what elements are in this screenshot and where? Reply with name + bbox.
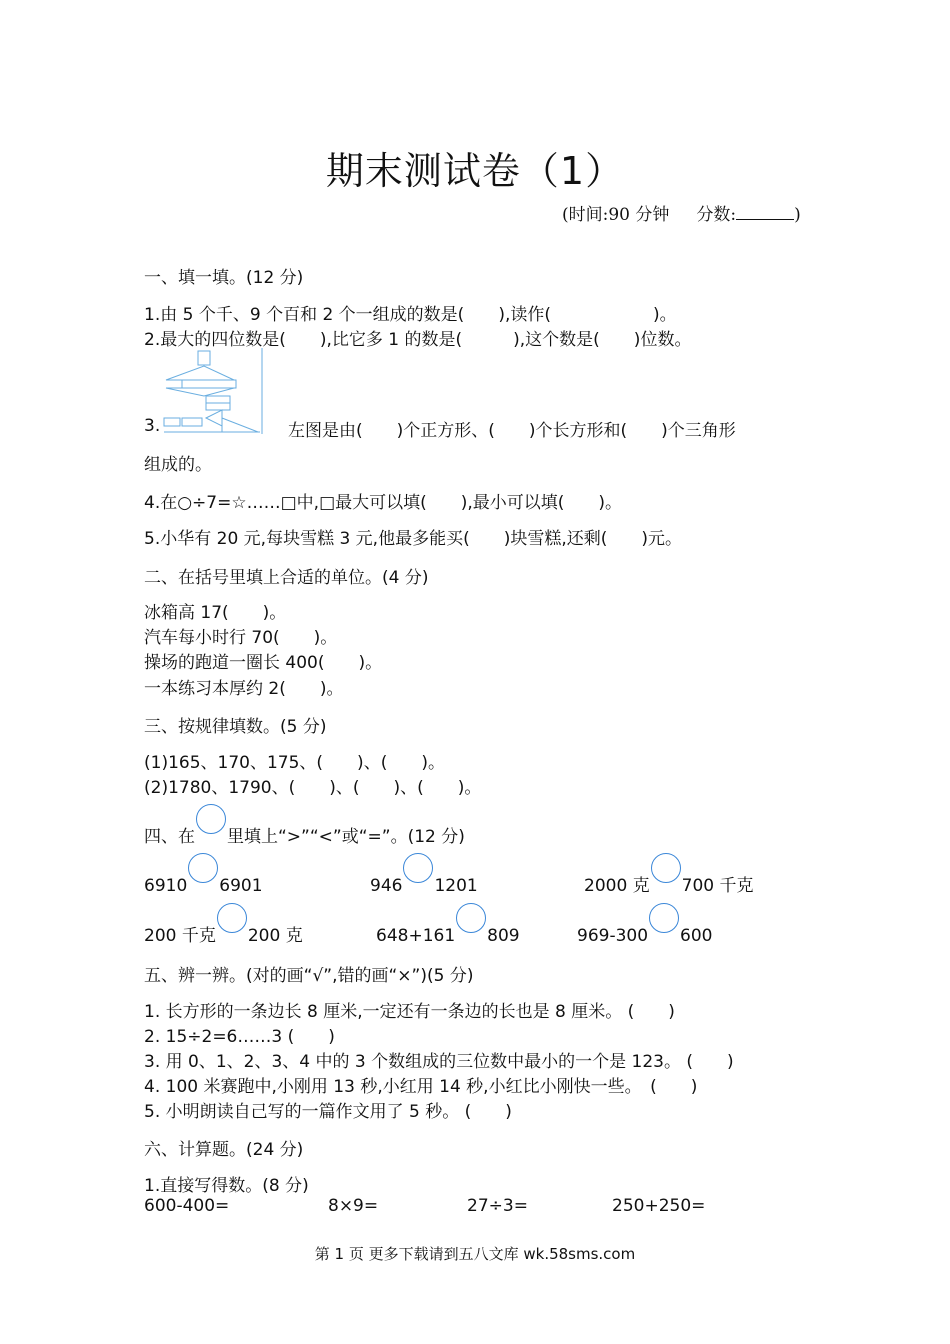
calc-item-2: 8×9= xyxy=(328,1196,379,1216)
compare-left: 2000 克 xyxy=(584,876,650,896)
q2-item-4: 一本练习本厚约 2( )。 xyxy=(144,679,344,699)
compare-right: 700 千克 xyxy=(681,876,754,896)
time-label: (时间:90 分钟 xyxy=(562,205,670,225)
section-4-heading xyxy=(144,812,465,847)
section-2-heading: 二、在括号里填上合适的单位。(4 分) xyxy=(144,568,429,588)
q3-item-1: (1)165、170、175、( )、( )。 xyxy=(144,753,445,773)
calc-item-3: 27÷3= xyxy=(467,1196,528,1216)
q1-1: 1.由 5 个千、9 个百和 2 个一组成的数是( ),读作( )。 xyxy=(144,305,677,325)
compare-6 xyxy=(577,911,712,946)
exam-meta xyxy=(562,200,801,225)
compare-left: 969-300 xyxy=(577,926,649,946)
meta-close: ) xyxy=(794,205,801,225)
section-3-heading: 三、按规律填数。(5 分) xyxy=(144,717,327,737)
compare-left: 946 xyxy=(370,876,403,896)
q2-item-2: 汽车每小时行 70( )。 xyxy=(144,628,338,648)
q5-item-1: 1. 长方形的一条边长 8 厘米,一定还有一条边的长也是 8 厘米。 ( ) xyxy=(144,1002,675,1022)
compare-circle-icon xyxy=(651,853,681,883)
tangram-figure xyxy=(160,348,264,434)
q5-item-3: 3. 用 0、1、2、3、4 中的 3 个数组成的三位数中最小的一个是 123。 ( ) xyxy=(144,1052,734,1072)
section-6-heading: 六、计算题。(24 分) xyxy=(144,1140,304,1160)
score-label: 分数: xyxy=(696,205,737,225)
q5-item-5: 5. 小明朗读自己写的一篇作文用了 5 秒。 ( ) xyxy=(144,1102,512,1122)
compare-4 xyxy=(144,911,303,946)
page-footer: 第 1 页 更多下载请到五八文库 wk.58sms.com xyxy=(314,1245,636,1263)
q1-2: 2.最大的四位数是( ),比它多 1 的数是( ),这个数是( )位数。 xyxy=(144,330,692,350)
compare-circle-icon xyxy=(188,853,218,883)
section-5-heading: 五、辨一辨。(对的画“√”,错的画“×”)(5 分) xyxy=(144,966,474,986)
score-blank xyxy=(736,205,794,220)
compare-circle-icon xyxy=(649,903,679,933)
section-4-heading-post: 里填上“>”“<”或“=”。(12 分) xyxy=(227,827,465,847)
compare-right: 809 xyxy=(487,926,520,946)
q5-item-2: 2. 15÷2=6……3 ( ) xyxy=(144,1027,335,1047)
compare-right: 6901 xyxy=(219,876,263,896)
q1-3-text: 左图是由( )个正方形、( )个长方形和( )个三角形 xyxy=(288,421,736,441)
blank-circle-icon xyxy=(196,804,226,834)
compare-left: 6910 xyxy=(144,876,188,896)
compare-1 xyxy=(144,861,263,896)
compare-right: 200 克 xyxy=(247,926,303,946)
compare-left: 648+161 xyxy=(376,926,456,946)
q6-sub-heading: 1.直接写得数。(8 分) xyxy=(144,1176,309,1196)
compare-right: 600 xyxy=(680,926,713,946)
q1-4: 4.在○÷7=☆……□中,□最大可以填( ),最小可以填( )。 xyxy=(144,493,623,513)
page-title: 期末测试卷（1） xyxy=(325,149,625,193)
compare-5 xyxy=(376,911,520,946)
calc-item-4: 250+250= xyxy=(612,1196,706,1216)
q2-item-1: 冰箱高 17( )。 xyxy=(144,603,287,623)
q2-item-3: 操场的跑道一圈长 400( )。 xyxy=(144,653,383,673)
q1-3-continued: 组成的。 xyxy=(144,455,212,475)
section-1-heading: 一、填一填。(12 分) xyxy=(144,268,304,288)
compare-2 xyxy=(370,861,478,896)
calc-item-1: 600-400= xyxy=(144,1196,230,1216)
compare-circle-icon xyxy=(403,853,433,883)
q3-item-2: (2)1780、1790、( )、( )、( )。 xyxy=(144,778,482,798)
q1-5: 5.小华有 20 元,每块雪糕 3 元,他最多能买( )块雪糕,还剩( )元。 xyxy=(144,529,683,549)
compare-right: 1201 xyxy=(434,876,478,896)
compare-circle-icon xyxy=(217,903,247,933)
compare-3 xyxy=(584,861,754,896)
section-4-heading-pre: 四、在 xyxy=(144,827,195,847)
q1-3-number: 3. xyxy=(144,416,161,436)
q5-item-4: 4. 100 米赛跑中,小刚用 13 秒,小红用 14 秒,小红比小刚快一些。 ( ) xyxy=(144,1077,698,1097)
compare-left: 200 千克 xyxy=(144,926,216,946)
compare-circle-icon xyxy=(456,903,486,933)
